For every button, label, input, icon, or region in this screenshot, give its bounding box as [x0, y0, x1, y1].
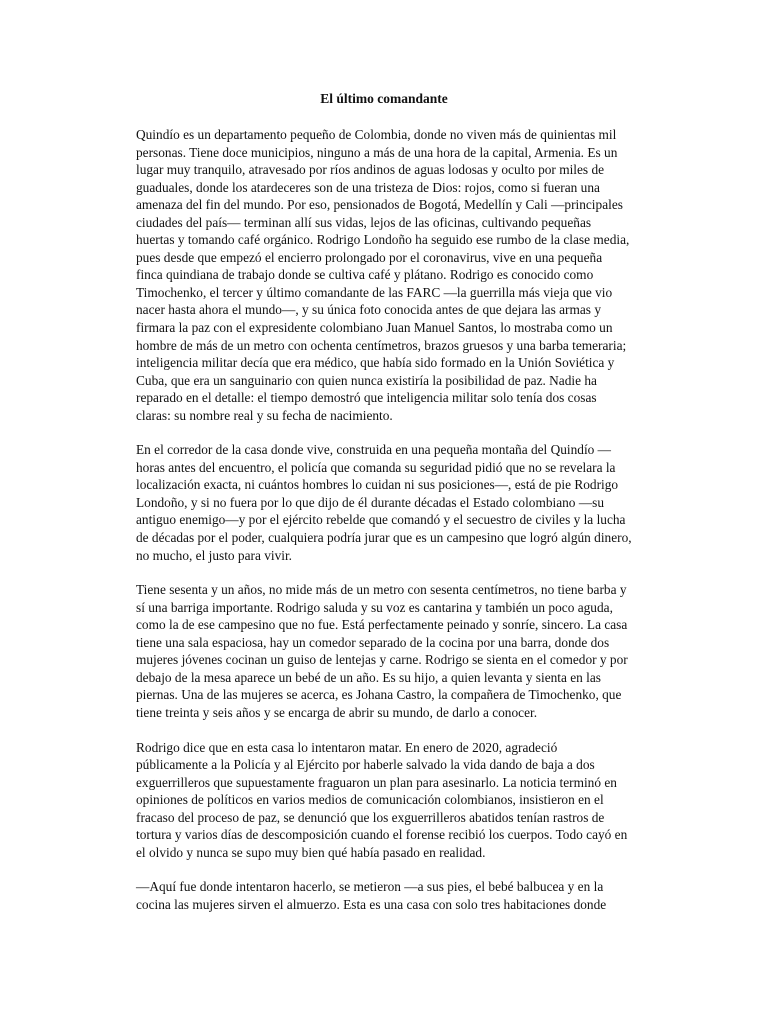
- paragraph-2: En el corredor de la casa donde vive, construida en una pequeña montaña del Quindío —horas antes del encuentro, el policía que comanda su seguridad pidió que no se revelara la localización exacta, ni cuántos hombres lo cuidan ni sus posiciones—, está de pie Rodrigo Londoño, y si no fuera por lo que dijo de él durante décadas el Estado colombiano —su antiguo enemigo—y por el ejército rebelde que comandó y el secuestro de civiles y la lucha de décadas por el poder, cualquiera podría jurar que es un campesino que logró algún dinero, no mucho, el justo para vivir.: [136, 442, 632, 563]
- paragraph-4: Rodrigo dice que en esta casa lo intentaron matar. En enero de 2020, agradeció públicamente a la Policía y al Ejército por haberle salvado la vida dando de baja a dos exguerrilleros que supuestamente fraguaron un plan para asesinarlo. La noticia terminó en opiniones de políticos en varios medios de comunicación colombianos, insistieron en el fracaso del proceso de paz, se denunció que los exguerrilleros abatidos tenían rastros de tortura y varios días de descomposición cuando el forense recibió los cuerpos. Todo cayó en el olvido y nunca se supo muy bien qué había pasado en realidad.: [136, 739, 628, 860]
- document-body: [136, 90, 632, 930]
- paragraph-3: Tiene sesenta y un años, no mide más de un metro con sesenta centímetros, no tiene barba y sí una barriga importante. Rodrigo saluda y su voz es cantarina y también un poco aguda, como la de ese campesino que no fue. Está perfectamente peinado y sonríe, sincero. La casa tiene una sala espaciosa, hay un comedor separado de la cocina por una barra, donde dos mujeres jóvenes cocinan un guiso de lentejas y carne. Rodrigo se sienta en el comedor y por debajo de la mesa aparece un bebé de un año. Es su hijo, a quien levanta y sienta en las piernas. Una de las mujeres se acerca, es Johana Castro, la compañera de Timochenko, que tiene treinta y seis años y se encarga de abrir su mundo, de darlo a conocer.: [136, 582, 628, 720]
- document-title: El último comandante: [320, 91, 448, 106]
- paragraph-1: Quindío es un departamento pequeño de Colombia, donde no viven más de quinientas mil personas. Tiene doce municipios, ninguno a más de una hora de la capital, Armenia. Es un lugar muy tranquilo, atravesado por ríos andinos de aguas lodosas y oculto por miles de guaduales, donde los atardeceres son de una tristeza de Dios: rojos, como si fueran una amenaza del fin del mundo. Por eso, pensionados de Bogotá, Medellín y Cali —principales ciudades del país— terminan allí sus vidas, lejos de las oficinas, cultivando pequeñas huertas y tomando café orgánico. Rodrigo Londoño ha seguido ese rumbo de la clase media, pues desde que empezó el encierro prolongado por el coronavirus, vive en una pequeña finca quindiana de trabajo donde se cultiva café y plátano. Rodrigo es conocido como Timochenko, el tercer y último comandante de las FARC —la guerrilla más vieja que vio nacer hasta ahora el mundo—, y su única foto conocida antes de que dejara las armas y firmara la paz con el expresidente colombiano Juan Manuel Santos, lo mostraba como un hombre de más de un metro con ochenta centímetros, brazos gruesos y una barba temeraria; inteligencia militar decía que era médico, que había sido formado en la Unión Soviética y Cuba, que era un sanguinario con quien nunca existiría la posibilidad de paz. Nadie ha reparado en el detalle: el tiempo demostró que inteligencia militar solo tenía dos cosas claras: su nombre real y su fecha de nacimiento.: [136, 127, 630, 423]
- paragraph-5: —Aquí fue donde intentaron hacerlo, se metieron —a sus pies, el bebé balbucea y en la cocina las mujeres sirven el almuerzo. Esta es una casa con solo tres habitaciones donde: [136, 879, 607, 912]
